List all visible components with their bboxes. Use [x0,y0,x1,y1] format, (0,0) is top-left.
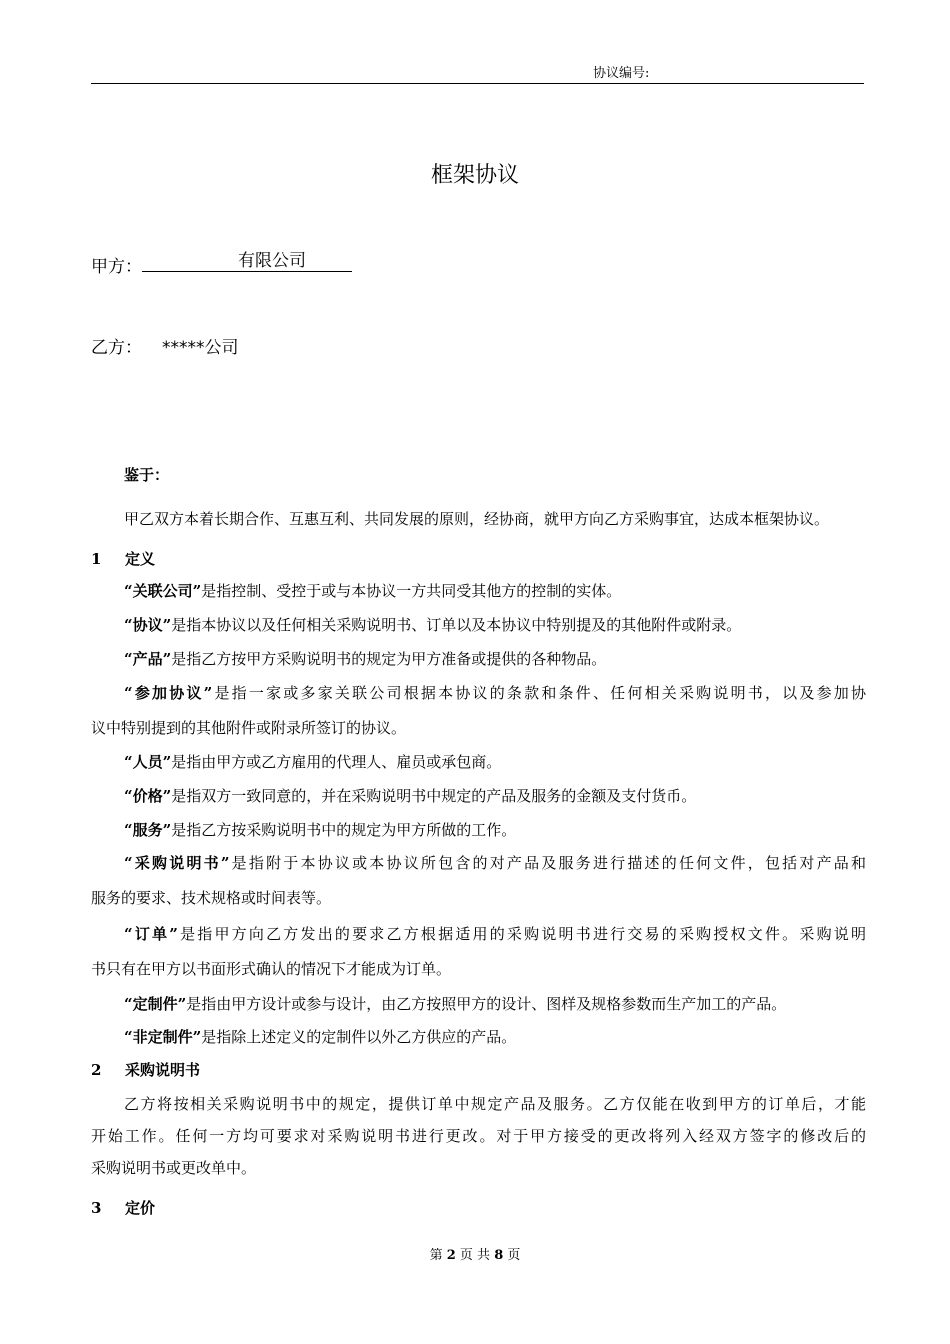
definition-term: “关联公司” [124,582,202,600]
party-a-field [142,251,352,272]
footer-page-total: 8 [494,1248,504,1263]
definition-text: 是指由甲方或乙方雇用的代理人、雇员或承包商。 [171,753,502,771]
definition-item [124,853,866,873]
definition-item [124,683,866,703]
definition-term: “价格” [124,787,172,805]
section-number: 2 [91,1061,102,1079]
party-b-value: *****公司 [162,338,239,358]
party-b [91,336,239,360]
definition-term: “产品” [124,650,172,668]
footer-page-number: 2 [446,1248,456,1263]
definition-item [124,820,866,840]
definition-term: “非定制件” [124,1028,202,1046]
document-title: 框架协议 [430,163,519,188]
section-title: 采购说明书 [125,1061,201,1079]
paragraph-line: 采购说明书或更改单中。 [91,1159,257,1177]
paragraph-line: 开始工作。任何一方均可要求对采购说明书进行更改。对于甲方接受的更改将列入经双方签字的修改后的 [91,1127,866,1145]
definition-term: “人员” [124,753,172,771]
definition-text: 是指附于本协议或本协议所包含的对产品及服务进行描述的任何文件，包括对产品和 [229,854,866,872]
whereas-text: 甲乙双方本着长期合作、互惠互利、共同发展的原则，经协商，就甲方向乙方采购事宜，达成本框架协议。 [124,510,830,528]
party-a-value: 有限公司 [238,251,306,271]
party-b-label: 乙方： [91,338,142,358]
section-heading [91,549,866,569]
definition-item [124,994,866,1014]
whereas-heading: 鉴于： [124,466,170,484]
section-number: 3 [91,1199,102,1217]
definition-item [124,752,866,772]
section-heading [91,1198,866,1218]
section-title: 定义 [125,550,156,568]
header-rule [91,83,864,84]
agreement-number-label: 协议编号: [593,66,650,81]
definition-item [124,786,866,806]
definition-term: “服务” [124,821,172,839]
definition-text: 是指一家或多家关联公司根据本协议的条款和条件、任何相关采购说明书，以及参加协 [212,684,866,702]
definition-text: 是指本协议以及任何相关采购说明书、订单以及本协议中特别提及的其他附件或附录。 [171,616,742,634]
party-a-label: 甲方： [91,257,142,277]
definition-text: 是指控制、受控于或与本协议一方共同受其他方的控制的实体。 [201,582,622,600]
definition-term: “协议” [124,616,172,634]
definition-text: 是指由甲方设计或参与设计，由乙方按照甲方的设计、图样及规格参数而生产加工的产品。 [186,995,787,1013]
definition-item [124,1027,866,1047]
definition-continuation: 书只有在甲方以书面形式确认的情况下才能成为订单。 [91,960,452,978]
definition-item [124,649,866,669]
paragraph-line: 乙方将按相关采购说明书中的规定，提供订单中规定产品及服务。乙方仅能在收到甲方的订单后，才能 [124,1095,866,1113]
section-heading [91,1060,866,1080]
party-a [91,251,352,279]
definition-item [124,581,866,601]
definition-continuation: 议中特别提到的其他附件或附录所签订的协议。 [91,719,407,737]
footer-suffix: 页 [507,1248,521,1263]
definition-term: “订单” [124,925,178,943]
definition-continuation: 服务的要求、技术规格或时间表等。 [91,889,332,907]
definition-text: 是指甲方向乙方发出的要求乙方根据适用的采购说明书进行交易的采购授权文件。采购说明 [177,925,866,943]
definition-item [124,924,866,944]
definition-term: “采购说明书” [124,854,230,872]
definition-text: 是指乙方按采购说明书中的规定为甲方所做的工作。 [171,821,517,839]
definition-text: 是指乙方按甲方采购说明书的规定为甲方准备或提供的各种物品。 [171,650,607,668]
definition-term: “参加协议” [124,684,213,702]
section-number: 1 [91,550,102,568]
footer-prefix: 第 [429,1248,443,1263]
definition-item [124,615,866,635]
section-title: 定价 [125,1199,156,1217]
footer-mid: 页 共 [459,1248,491,1263]
page-footer [0,1248,950,1264]
definition-term: “定制件” [124,995,187,1013]
definition-text: 是指双方一致同意的，并在采购说明书中规定的产品及服务的金额及支付货币。 [171,787,697,805]
definition-text: 是指除上述定义的定制件以外乙方供应的产品。 [201,1028,517,1046]
